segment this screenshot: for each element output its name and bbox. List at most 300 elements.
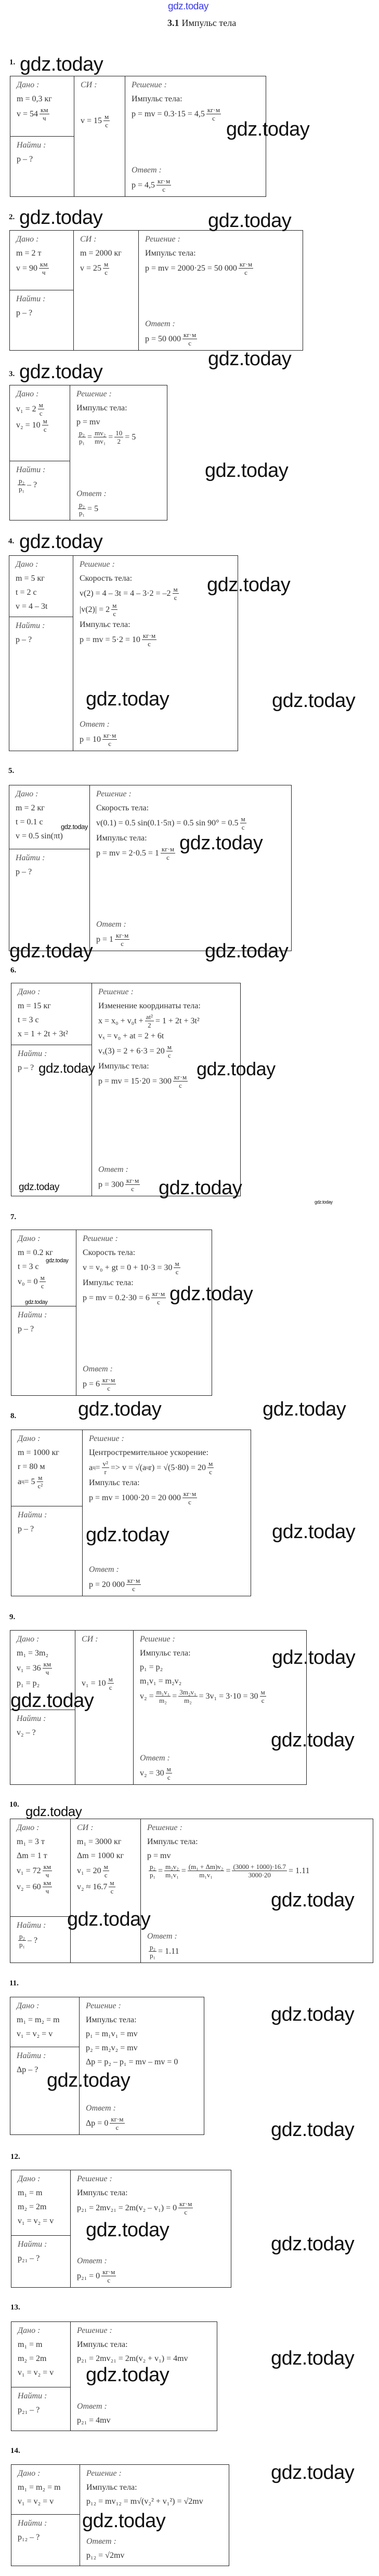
math-line — [77, 2338, 213, 2352]
solution-heading: Решение : — [132, 81, 167, 89]
fraction-numerator: кг·м — [183, 1490, 197, 1498]
watermark-text: gdz.today — [272, 1647, 356, 1669]
fraction-numerator: кг·м — [207, 106, 220, 114]
fraction-numerator: p₂ — [19, 477, 25, 485]
fraction-numerator: м — [112, 602, 117, 609]
fraction-denominator: mv₁ — [95, 437, 106, 445]
fraction — [108, 1675, 114, 1691]
given-find-column — [11, 1230, 76, 1395]
math-text: p = 6 — [83, 1379, 100, 1389]
problem-table — [11, 2170, 231, 2288]
watermark-text: gdz.today — [271, 2004, 355, 2025]
math-text: p = mv — [76, 417, 100, 426]
find-section — [11, 2515, 80, 2544]
given-find-column — [9, 785, 90, 951]
math-line — [76, 429, 163, 445]
math-line — [77, 1835, 137, 1849]
answer-section — [96, 918, 287, 947]
math-line — [76, 401, 163, 415]
fraction-numerator: кг·м — [127, 1577, 140, 1584]
math-line — [16, 417, 66, 433]
math-line — [77, 2268, 227, 2284]
fraction-numerator: м — [166, 1765, 171, 1773]
math-text: p – ? — [16, 308, 33, 317]
fraction — [173, 1073, 188, 1089]
fraction-numerator: кг·м — [102, 2268, 115, 2276]
fraction-numerator: км — [41, 106, 48, 114]
answer-section — [147, 1930, 369, 1959]
math-text: a — [89, 1463, 93, 1472]
fraction-numerator: кг·м — [179, 2200, 192, 2208]
math-line — [96, 815, 287, 831]
math-text: p = mv = 2·0.5 = 1 — [96, 848, 159, 858]
solution-heading: Решение : — [147, 1823, 182, 1832]
fraction-denominator: ч — [43, 114, 46, 122]
math-text: t = 3 с — [18, 1262, 39, 1271]
fraction — [40, 1274, 46, 1290]
fraction-denominator: с — [167, 1051, 171, 1059]
math-text: Скорость тела: — [96, 803, 149, 812]
fraction — [182, 331, 197, 347]
fraction-denominator: с — [179, 1082, 182, 1089]
find-heading: Найти : — [16, 465, 46, 474]
given-find-column — [11, 2170, 71, 2287]
fraction — [38, 401, 44, 417]
given-section — [11, 1230, 76, 1306]
fraction — [260, 1688, 266, 1704]
math-line — [77, 1849, 137, 1863]
subscript: ц — [21, 1479, 24, 1485]
fraction-denominator: с — [167, 1773, 171, 1781]
math-text: Центростремительное ускорение: — [89, 1448, 208, 1457]
math-text: p – ? — [16, 635, 32, 644]
solution-heading: Решение : — [86, 2001, 121, 2010]
given-heading: Дано : — [16, 790, 38, 798]
fraction — [43, 1879, 53, 1895]
math-text: v = 90 — [16, 263, 38, 273]
given-section — [10, 1819, 70, 1917]
watermark-text: gdz.today — [272, 1521, 356, 1543]
math-line — [18, 2186, 66, 2200]
math-line — [86, 2548, 225, 2562]
answer-section — [132, 164, 262, 193]
math-text: p – ? — [18, 1524, 34, 1533]
given-section — [10, 76, 74, 137]
fraction-denominator: с — [166, 853, 169, 861]
math-text: t = 3 с — [18, 1015, 39, 1024]
fraction — [78, 429, 86, 445]
fraction-denominator: p₁ — [79, 509, 85, 517]
fraction — [207, 1460, 214, 1476]
watermark-text: gdz.today — [78, 1398, 162, 1420]
math-text: x = 1 + 2t + 3t² — [18, 1029, 68, 1038]
fraction-numerator: км — [43, 1863, 51, 1871]
math-line — [145, 246, 298, 260]
problem-table — [10, 76, 266, 197]
math-line — [147, 1849, 369, 1863]
math-text: Импульс тела: — [77, 2188, 128, 2197]
fraction-numerator: 10 — [115, 429, 123, 437]
math-line — [17, 2013, 75, 2027]
solution-section — [73, 556, 238, 751]
solution-column — [90, 785, 291, 951]
fraction — [101, 1376, 116, 1392]
math-text: p₂₁ – ? — [18, 2405, 40, 2414]
given-heading: Дано : — [18, 2174, 41, 2183]
solution-column — [71, 2322, 217, 2431]
math-line — [98, 1043, 236, 1059]
fraction — [149, 1943, 156, 1959]
find-heading: Найти : — [18, 2519, 47, 2528]
math-text: = 1.11 — [158, 1946, 179, 1956]
solution-column — [83, 1430, 251, 1596]
math-line — [147, 1863, 369, 1879]
math-line — [132, 177, 262, 193]
math-text: = — [172, 1691, 177, 1701]
math-line — [16, 246, 69, 260]
answer-heading: Ответ : — [147, 1932, 177, 1941]
math-text: = — [95, 1463, 100, 1472]
math-line — [77, 2413, 213, 2427]
math-text: p₁ = m₁v₁ = mv — [86, 2029, 138, 2038]
math-text: v₂ – ? — [17, 1728, 36, 1737]
math-text: p = mv = 0.3·15 = 4,5 — [132, 109, 205, 118]
math-line — [18, 1061, 87, 1075]
math-text: v = v₀ + gt = 0 + 10·3 = 30 — [83, 1263, 173, 1272]
answer-heading: Ответ : — [89, 1565, 119, 1574]
math-text: p = mv = 1000·20 = 20 000 — [89, 1493, 181, 1502]
watermark-text: gdz.today — [86, 688, 169, 710]
fraction — [103, 260, 109, 276]
subscript: ц — [146, 1465, 149, 1471]
answer-heading: Ответ : — [77, 2257, 107, 2265]
answer-heading: Ответ : — [132, 166, 162, 175]
math-text: p = 1 — [96, 935, 114, 944]
given-find-column — [11, 2465, 80, 2566]
problem-table — [11, 1430, 251, 1596]
fraction-denominator: p₁ — [79, 437, 85, 445]
fraction-numerator: кг·м — [116, 931, 129, 939]
problem-table — [9, 230, 303, 351]
math-line — [76, 501, 163, 517]
given-heading: Дано : — [18, 1234, 41, 1243]
math-text: m = 2000 кг — [80, 248, 122, 258]
answer-section — [76, 487, 163, 517]
math-line — [77, 2186, 227, 2200]
si-heading: СИ : — [81, 81, 97, 89]
math-text: p₂₁ = 0 — [77, 2271, 100, 2280]
math-text: m₁ = m₂ = m — [18, 2482, 61, 2492]
fraction-numerator: 3m₂v₁ — [179, 1688, 197, 1696]
watermark-text: gdz.today — [271, 2233, 355, 2255]
math-line — [140, 1660, 302, 1674]
watermark-text: gdz.today — [226, 118, 310, 140]
fraction-numerator: м — [110, 1879, 114, 1887]
watermark-text: gdz.today — [19, 531, 103, 553]
find-heading: Найти : — [17, 2051, 46, 2060]
math-text: Δp = 0 — [86, 2118, 109, 2128]
fraction — [178, 1688, 197, 1704]
fraction-numerator: км — [40, 260, 48, 268]
math-line — [18, 1246, 72, 1260]
watermark-text: gdz.today — [315, 1199, 333, 1205]
math-text: v₁ = v₂ = v — [18, 2368, 54, 2377]
fraction — [102, 731, 117, 748]
math-text: Импульс тела: — [80, 620, 130, 629]
watermark-text: gdz.today — [19, 1182, 59, 1193]
watermark-text: gdz.today — [82, 2510, 166, 2532]
watermark-text: gdz.today — [46, 1258, 69, 1264]
fraction-denominator: ч — [42, 269, 46, 276]
math-text: p = 300 — [98, 1180, 124, 1189]
fraction — [156, 177, 171, 193]
math-text: v₂ = 10 — [16, 420, 41, 430]
solution-section — [83, 1430, 251, 1596]
fraction — [18, 477, 25, 493]
math-line — [140, 1674, 302, 1688]
fraction-numerator: кг·м — [102, 1376, 115, 1384]
fraction-denominator: с — [41, 1282, 44, 1290]
math-text: p₁₂ = √2mv — [86, 2551, 125, 2560]
math-text: Импульс тела: — [96, 833, 147, 843]
problem-number: 9. — [9, 1613, 16, 1621]
fraction — [142, 632, 156, 648]
fraction — [126, 1577, 141, 1593]
math-text: p₁ = p₂ — [17, 1678, 40, 1688]
problem-table — [11, 983, 242, 1199]
math-line — [80, 632, 233, 648]
math-text: p = mv = 15·20 = 300 — [98, 1076, 172, 1086]
fraction — [174, 1260, 180, 1276]
si-column — [71, 1819, 141, 1963]
fraction-numerator: кг·м — [158, 177, 171, 185]
fraction-denominator: с — [174, 594, 177, 602]
math-text: v₂ = — [140, 1691, 154, 1701]
given-heading: Дано : — [16, 390, 39, 398]
math-line — [86, 2041, 200, 2055]
math-text: => v = √(a — [110, 1463, 147, 1472]
math-line — [98, 1073, 236, 1089]
math-text: Δm = 1000 кг — [77, 1851, 124, 1860]
math-line — [83, 1246, 207, 1260]
math-line — [82, 1675, 130, 1691]
math-text: – ? — [28, 1936, 38, 1945]
solution-column — [76, 1230, 212, 1395]
fraction-denominator: с — [121, 940, 124, 947]
math-text: m = 1000 кг — [18, 1448, 59, 1457]
math-text: v = 0.5 sin(πt) — [16, 831, 63, 840]
math-line — [18, 1027, 87, 1041]
given-find-column — [10, 385, 70, 520]
fraction-numerator: кг·м — [103, 731, 116, 739]
given-find-column — [9, 556, 73, 751]
given-section — [11, 2170, 70, 2236]
find-section — [10, 2047, 79, 2077]
answer-section — [77, 2254, 227, 2284]
math-line — [18, 1274, 72, 1290]
watermark-text: gdz.today — [86, 2364, 169, 2386]
fraction-denominator: p₁ — [150, 1952, 156, 1959]
fraction-numerator: кг·м — [126, 1177, 139, 1184]
math-text: p₂₁ = 4mv — [77, 2415, 111, 2425]
math-line — [77, 1863, 137, 1879]
math-text: Δm = 1 т — [17, 1851, 47, 1860]
math-line — [17, 92, 70, 106]
fraction-denominator: ч — [45, 1871, 49, 1879]
fraction-denominator: с — [212, 114, 215, 122]
fraction-denominator: 2 — [148, 1021, 151, 1029]
answer-heading: Ответ : — [77, 2402, 107, 2411]
fraction — [102, 1460, 109, 1476]
fraction-numerator: м — [175, 1260, 179, 1267]
given-section — [11, 983, 92, 1045]
solution-section — [125, 76, 266, 196]
math-text: p = 50 000 — [145, 334, 181, 343]
fraction — [110, 2115, 124, 2131]
fraction — [182, 1490, 197, 1506]
math-text: p = mv — [147, 1851, 171, 1860]
math-text: p = mv = 5·2 = 10 — [80, 635, 140, 644]
fraction-denominator: 2 — [117, 437, 121, 445]
find-heading: Найти : — [17, 1921, 46, 1930]
fraction-numerator: кг·м — [161, 845, 175, 853]
fraction-numerator: (m₁ + Δm)v₂ — [188, 1863, 224, 1871]
fraction-denominator: с — [39, 409, 43, 417]
math-text: = 1 + 2t + 3t² — [155, 1016, 200, 1025]
answer-section — [80, 718, 233, 748]
math-line — [86, 2494, 225, 2508]
math-line — [89, 1446, 246, 1460]
math-text: v₀ = 0 — [18, 1277, 38, 1286]
solution-column — [141, 1819, 373, 1963]
solution-heading: Решение : — [76, 390, 112, 398]
solution-heading: Решение : — [77, 2174, 112, 2183]
answer-heading: Ответ : — [80, 720, 110, 729]
fraction-denominator: с — [109, 1684, 112, 1691]
fraction-denominator: m₂ — [159, 1697, 167, 1704]
math-line — [18, 1474, 78, 1490]
math-text: Импульс тела: — [86, 2015, 137, 2024]
math-line — [16, 306, 69, 320]
problem-table — [11, 2321, 217, 2431]
math-line — [89, 1577, 246, 1593]
given-heading: Дано : — [16, 560, 38, 569]
math-text: x = x₀ + v₀t + — [98, 1016, 143, 1025]
fraction-denominator: m₂ — [184, 1697, 192, 1704]
math-text: p₁₂ – ? — [18, 2532, 40, 2542]
watermark-text: gdz.today — [19, 207, 103, 229]
fraction-numerator: м — [103, 1863, 108, 1871]
solution-section — [139, 231, 303, 350]
fraction-denominator: с — [241, 823, 245, 831]
math-text: p₂₁ = 2mv₂₁ = 2m(v₂ – v₁) = 0 — [77, 2203, 177, 2212]
solution-section — [141, 1819, 373, 1963]
watermark-text: gdz.today — [9, 940, 93, 962]
find-heading: Найти : — [16, 853, 45, 862]
fraction-denominator: с — [108, 740, 112, 748]
given-section — [11, 1430, 82, 1506]
math-line — [17, 2027, 75, 2041]
site-logo[interactable]: gdz.today — [168, 1, 208, 12]
math-line — [18, 1322, 72, 1336]
fraction — [42, 417, 48, 433]
math-text: v₁ = v₂ = v — [17, 2029, 53, 2038]
fraction-denominator: с — [43, 425, 47, 433]
fraction-numerator: км — [43, 1660, 51, 1668]
answer-section — [83, 1363, 207, 1392]
math-line — [89, 1490, 246, 1506]
problem-table — [9, 555, 238, 751]
math-line — [77, 2200, 227, 2216]
math-text: v₁ = 20 — [77, 1866, 101, 1875]
math-text: p = mv = 0.2·30 = 6 — [83, 1293, 150, 1302]
math-line — [16, 401, 66, 417]
fraction — [188, 1863, 225, 1879]
watermark-text: gdz.today — [10, 1690, 94, 1712]
math-text: p = mv = 2000·25 = 50 000 — [145, 263, 237, 273]
math-line — [16, 829, 85, 843]
fraction-numerator: кг·м — [174, 1073, 187, 1081]
math-line — [18, 1446, 78, 1460]
fraction-denominator: с² — [37, 1482, 43, 1490]
fraction-denominator: 3000·20 — [248, 1871, 271, 1879]
math-text: Импульс тела: — [77, 2340, 128, 2349]
math-text: t = 0.1 с — [16, 817, 43, 826]
fraction — [155, 1688, 171, 1704]
math-text: Импульс тела: — [89, 1478, 140, 1487]
fraction — [239, 260, 253, 276]
given-find-column — [10, 76, 74, 196]
math-text: p₂₁ – ? — [18, 2253, 40, 2263]
math-line — [18, 2352, 66, 2366]
given-heading: Дано : — [17, 1635, 40, 1644]
fraction — [145, 1013, 154, 1029]
watermark-text: gdz.today — [271, 1729, 355, 1751]
solution-heading: Решение : — [89, 1434, 124, 1443]
fraction — [37, 1474, 44, 1490]
math-line — [86, 2013, 200, 2027]
given-section — [10, 1631, 75, 1710]
fraction-denominator: с — [188, 339, 192, 347]
fraction — [78, 501, 86, 517]
watermark-text: gdz.today — [207, 574, 291, 596]
fraction-numerator: (3000 + 1000)·16.7 — [233, 1863, 286, 1871]
problem-number: 7. — [10, 1213, 17, 1221]
math-text: – ? — [27, 480, 37, 489]
find-heading: Найти : — [17, 1714, 46, 1723]
fraction — [111, 602, 117, 618]
math-line — [17, 1863, 66, 1879]
fraction — [18, 1932, 26, 1948]
fraction-numerator: p₂ — [79, 429, 85, 437]
fraction-numerator: м — [38, 1474, 43, 1481]
math-text: p – ? — [16, 867, 32, 876]
fraction-denominator: с — [175, 1268, 179, 1276]
math-text: Изменение координаты тела: — [98, 1001, 201, 1010]
solution-column — [80, 2465, 229, 2566]
watermark-text: gdz.today — [20, 54, 103, 75]
math-text: v = 54 — [17, 109, 38, 118]
si-column — [74, 231, 139, 350]
math-line — [16, 865, 85, 879]
math-line — [18, 2214, 66, 2228]
math-text: m = 0.2 кг — [18, 1248, 53, 1257]
math-line — [80, 571, 233, 585]
math-line — [86, 2115, 200, 2131]
math-line — [83, 1260, 207, 1276]
math-text: v₁ = 72 — [17, 1866, 41, 1875]
problem-number: 6. — [10, 966, 17, 975]
